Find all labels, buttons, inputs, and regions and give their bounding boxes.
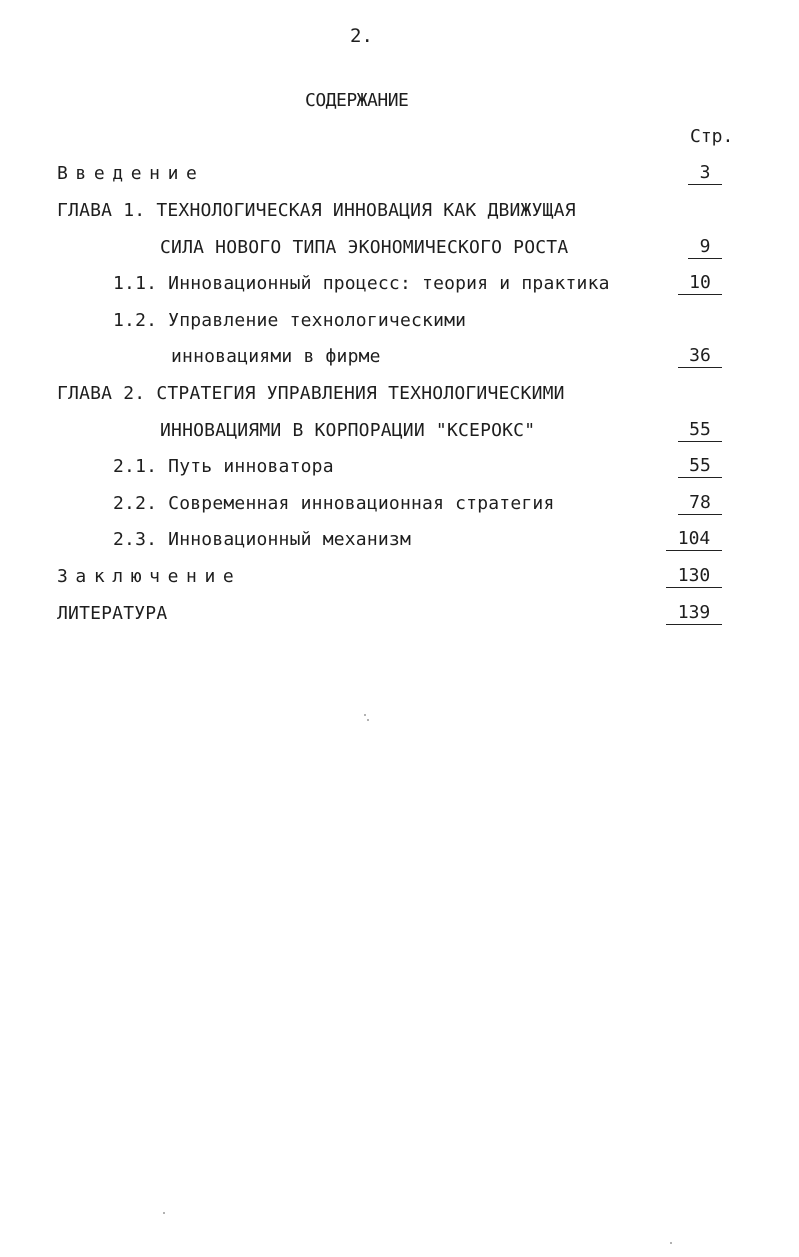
toc-entry-section-2-3: 2.3. Инновационный механизм bbox=[113, 529, 411, 550]
scan-speck bbox=[367, 719, 369, 721]
toc-page-number: 36 bbox=[678, 346, 722, 368]
toc-title: СОДЕРЖАНИЕ bbox=[305, 90, 409, 111]
toc-page-number: 104 bbox=[666, 529, 722, 551]
toc-entry-section-1-2-continued: инновациями в фирме bbox=[171, 346, 381, 367]
toc-entry-section-1-2: 1.2. Управление технологическими bbox=[113, 310, 467, 331]
toc-page-number: 10 bbox=[678, 273, 722, 295]
toc-entry-chapter-1-continued: СИЛА НОВОГО ТИПА ЭКОНОМИЧЕСКОГО РОСТА bbox=[160, 237, 569, 258]
toc-page-number: 139 bbox=[666, 603, 722, 625]
toc-entry-section-2-1: 2.1. Путь инноватора bbox=[113, 456, 334, 477]
toc-page-number: 78 bbox=[678, 493, 722, 515]
toc-entry-section-1-1: 1.1. Инновационный процесс: теория и практика bbox=[113, 273, 610, 294]
scan-speck bbox=[364, 714, 366, 716]
toc-entry-literature: ЛИТЕРАТУРА bbox=[57, 603, 168, 624]
page-number: 2. bbox=[350, 25, 373, 47]
toc-entry-chapter-1: ГЛАВА 1. ТЕХНОЛОГИЧЕСКАЯ ИННОВАЦИЯ КАК ДВИЖУЩАЯ bbox=[57, 200, 576, 221]
toc-page-number: 9 bbox=[688, 237, 722, 259]
scan-speck bbox=[163, 1212, 165, 1214]
toc-entry-introduction: Введение bbox=[57, 163, 205, 184]
toc-page-number: 55 bbox=[678, 420, 722, 442]
page-column-header: Стр. bbox=[690, 126, 734, 147]
toc-page-number: 3 bbox=[688, 163, 722, 185]
toc-entry-section-2-2: 2.2. Современная инновационная стратегия bbox=[113, 493, 555, 514]
toc-page-number: 55 bbox=[678, 456, 722, 478]
toc-entry-chapter-2: ГЛАВА 2. СТРАТЕГИЯ УПРАВЛЕНИЯ ТЕХНОЛОГИЧЕСКИМИ bbox=[57, 383, 565, 404]
toc-entry-conclusion: Заключение bbox=[57, 566, 242, 587]
scan-speck bbox=[670, 1242, 672, 1244]
toc-page-number: 130 bbox=[666, 566, 722, 588]
toc-entry-chapter-2-continued: ИННОВАЦИЯМИ В КОРПОРАЦИИ "КСЕРОКС" bbox=[160, 420, 536, 441]
